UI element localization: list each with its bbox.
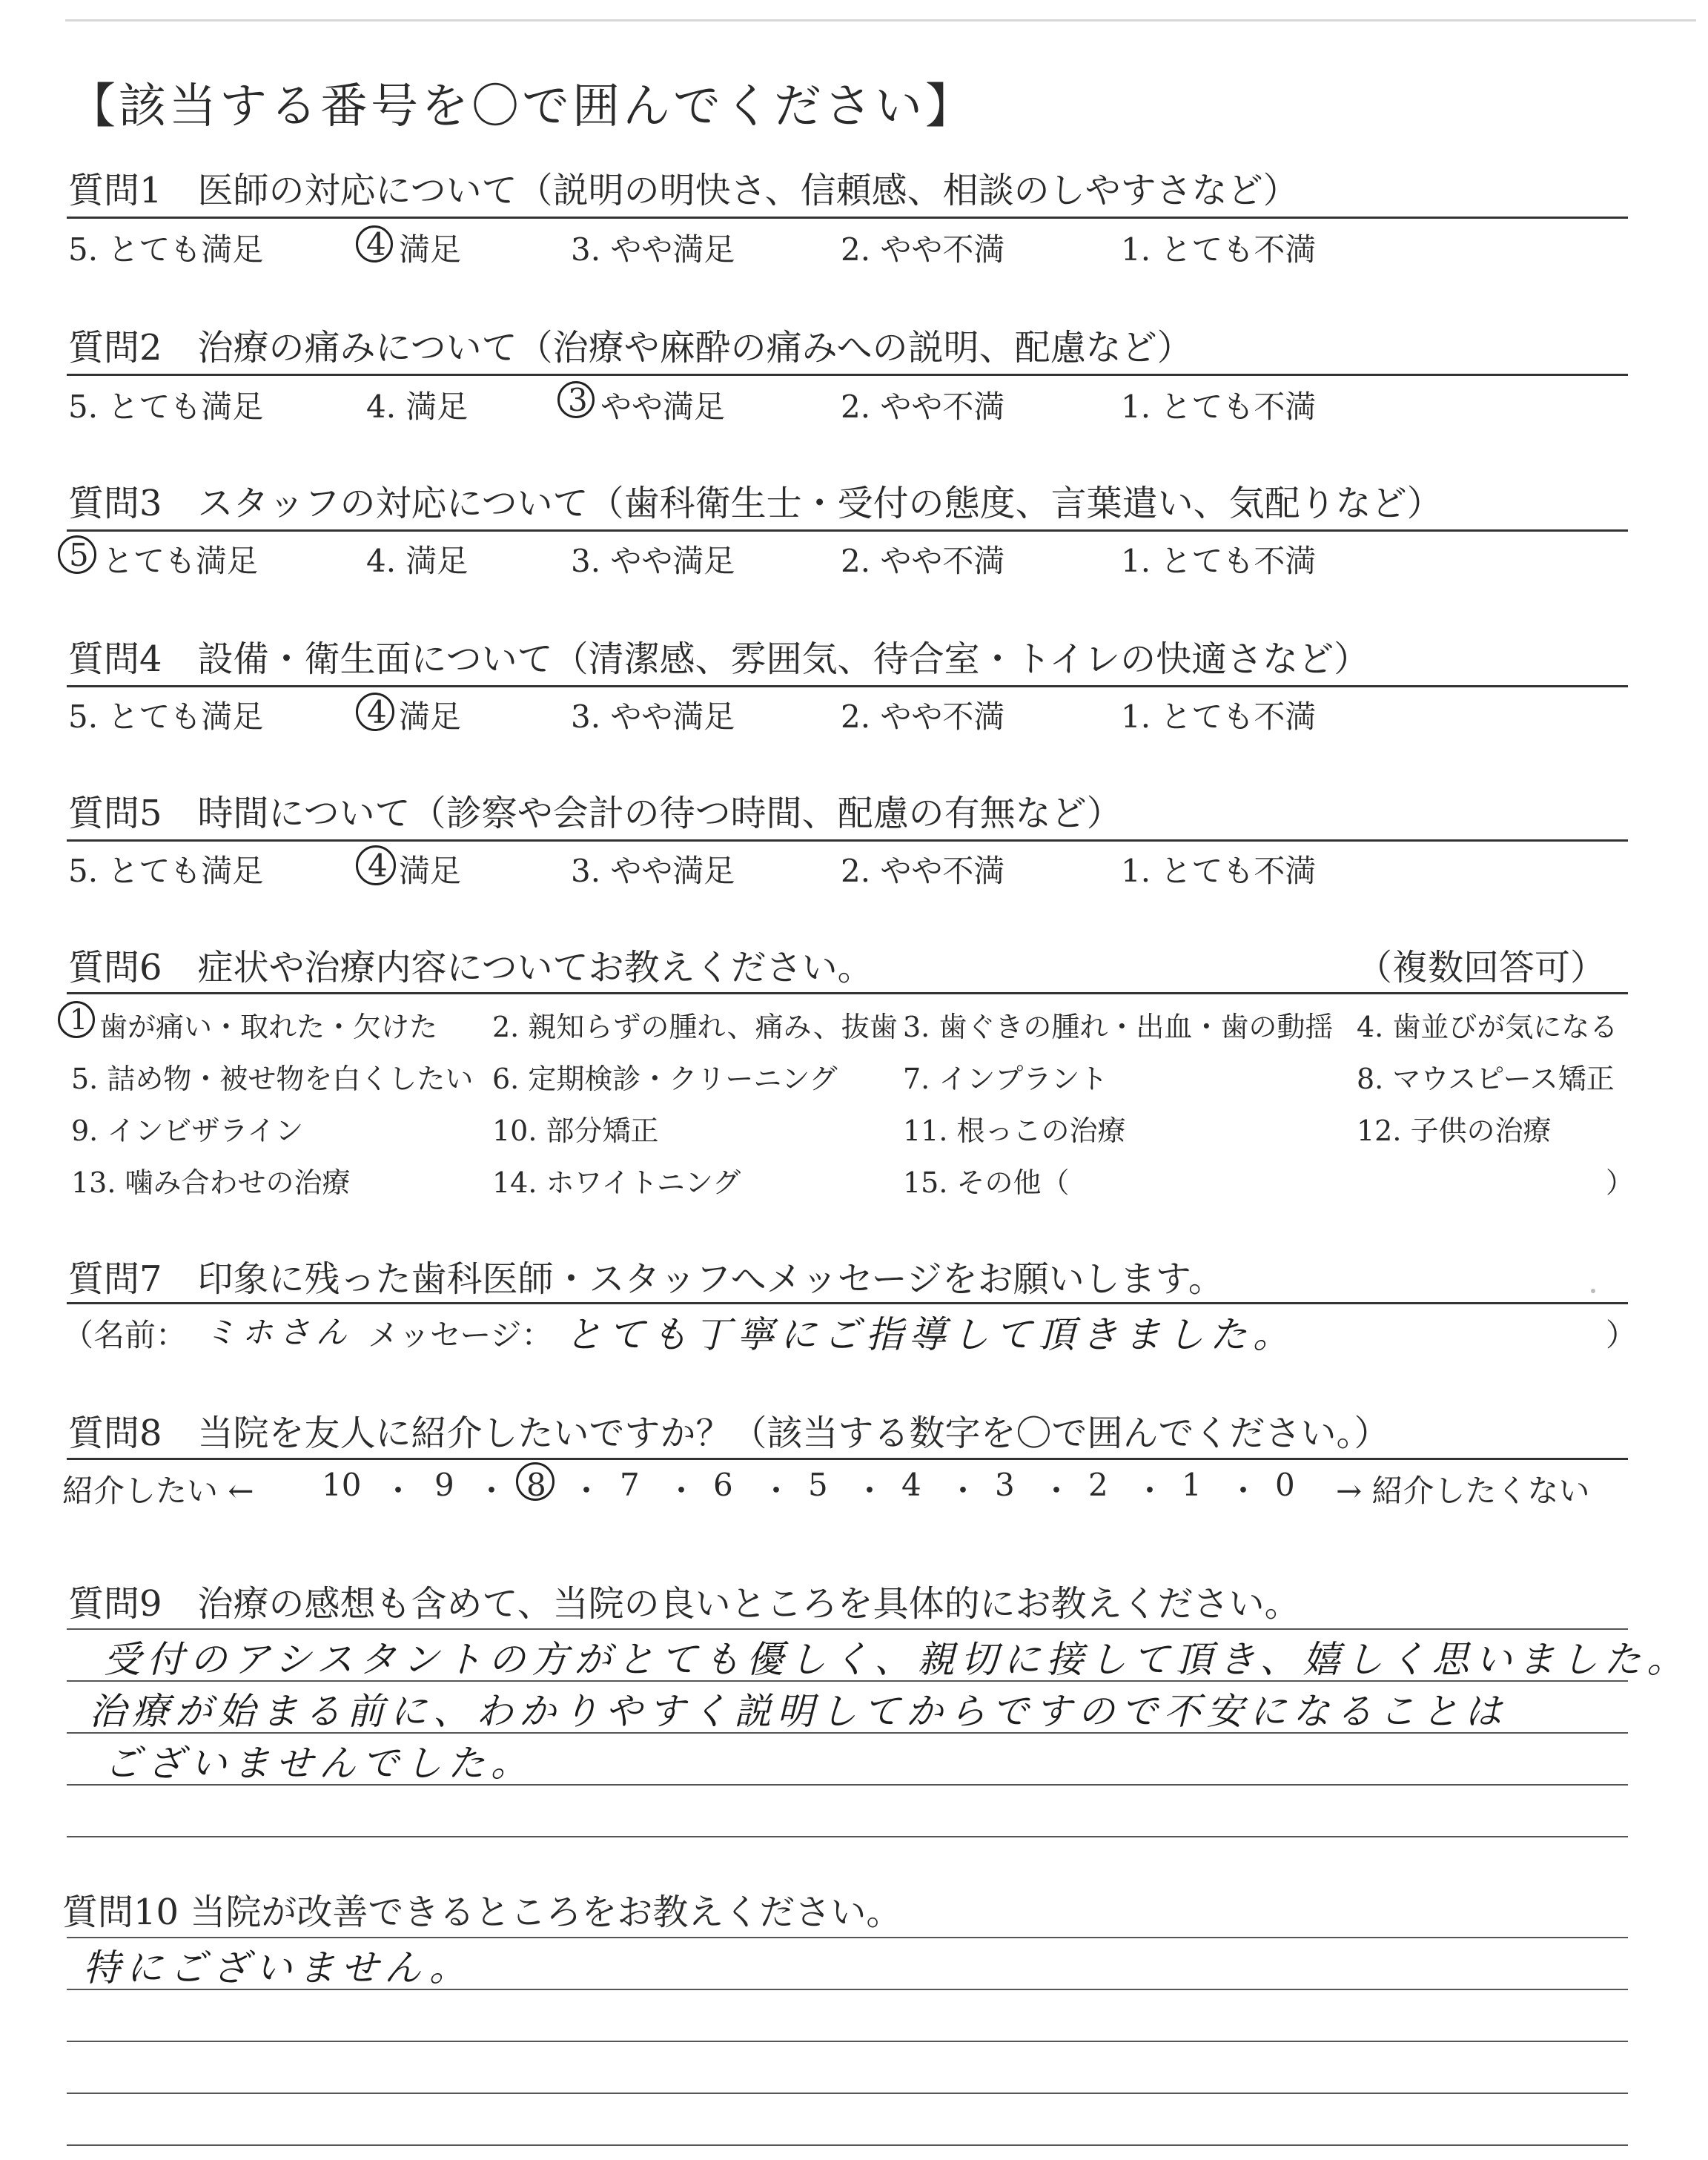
q8-scale-2[interactable]: 2 bbox=[1088, 1467, 1108, 1503]
q8-separator: ・ bbox=[476, 1473, 508, 1509]
q8-separator: ・ bbox=[1041, 1473, 1073, 1509]
q3-option-1[interactable]: 1. とても不満 bbox=[1121, 543, 1317, 579]
q4-option-2[interactable]: 2. やや不満 bbox=[841, 698, 1005, 735]
question-3-rule bbox=[67, 529, 1628, 532]
q2-option-5[interactable]: 5. とても満足 bbox=[68, 389, 264, 425]
q9-line-5 bbox=[67, 1836, 1628, 1837]
q3-option-4[interactable]: 4. 満足 bbox=[366, 543, 469, 579]
question-6-rule bbox=[67, 992, 1628, 994]
q5-option-1[interactable]: 1. とても不満 bbox=[1121, 853, 1317, 889]
q9-answer-line-2[interactable]: 治療が始まる前に、わかりやすく説明してからですので不安になることは bbox=[89, 1690, 1508, 1733]
question-3-title: 質問3 スタッフの対応について（歯科衛生士・受付の態度、言葉遣い、気配りなど） bbox=[68, 483, 1443, 524]
q6-option-7[interactable]: 7. インプラント bbox=[903, 1063, 1108, 1095]
question-5-rule bbox=[67, 839, 1628, 842]
q3-option-5-selected[interactable]: とても満足 bbox=[102, 543, 259, 579]
q1-selection-circle: 4 bbox=[356, 225, 393, 262]
q10-answer-line-1[interactable]: 特にございません。 bbox=[83, 1946, 472, 1989]
q3-selection-circle: 5 bbox=[58, 535, 96, 574]
q6-option-4[interactable]: 4. 歯並びが気になる bbox=[1357, 1011, 1618, 1043]
q8-scale-8-selected[interactable]: 8 bbox=[526, 1467, 546, 1503]
q6-option-3[interactable]: 3. 歯ぐきの腫れ・出血・歯の動揺 bbox=[903, 1011, 1334, 1043]
q7-message-label: メッセージ： bbox=[368, 1317, 553, 1353]
q6-other-close-paren: ） bbox=[1606, 1166, 1635, 1199]
q8-separator: ・ bbox=[1228, 1473, 1260, 1509]
q8-separator: ・ bbox=[571, 1473, 603, 1509]
q5-option-2[interactable]: 2. やや不満 bbox=[841, 853, 1005, 889]
question-4-title: 質問4 設備・衛生面について（清潔感、雰囲気、待合室・トイレの快適さなど） bbox=[68, 638, 1370, 680]
q1-option-5[interactable]: 5. とても満足 bbox=[68, 231, 264, 268]
q3-option-2[interactable]: 2. やや不満 bbox=[841, 543, 1005, 579]
question-7-title: 質問7 印象に残った歯科医師・スタッフへメッセージをお願いします。 bbox=[68, 1258, 1224, 1300]
q4-option-4-selected[interactable]: 満足 bbox=[399, 698, 462, 735]
q8-scale-6[interactable]: 6 bbox=[713, 1467, 733, 1503]
q8-scale-4[interactable]: 4 bbox=[901, 1467, 921, 1503]
q8-separator: ・ bbox=[1134, 1473, 1166, 1509]
question-6-title: 質問6 症状や治療内容についてお教えください。 bbox=[68, 947, 873, 988]
q6-option-13[interactable]: 13. 噛み合わせの治療 bbox=[71, 1166, 351, 1199]
q1-option-4-selected[interactable]: 満足 bbox=[399, 231, 462, 268]
q8-separator: ・ bbox=[666, 1473, 698, 1509]
q9-line-4 bbox=[67, 1784, 1628, 1786]
q8-scale-0[interactable]: 0 bbox=[1275, 1467, 1295, 1503]
q1-option-3[interactable]: 3. やや満足 bbox=[571, 231, 735, 268]
q2-option-2[interactable]: 2. やや不満 bbox=[841, 389, 1005, 425]
question-1-rule bbox=[67, 217, 1628, 219]
q9-answer-line-3[interactable]: ございませんでした。 bbox=[104, 1742, 534, 1785]
q8-separator: ・ bbox=[854, 1473, 886, 1509]
q6-option-15[interactable]: 15. その他（ bbox=[903, 1166, 1070, 1199]
q6-option-8[interactable]: 8. マウスピース矯正 bbox=[1357, 1063, 1615, 1095]
q5-selection-circle: 4 bbox=[356, 845, 396, 885]
q10-line-4 bbox=[67, 2093, 1628, 2094]
question-6-note: （複数回答可） bbox=[1357, 947, 1606, 988]
q10-line-5 bbox=[67, 2144, 1628, 2146]
top-border bbox=[65, 19, 1696, 22]
q6-option-2[interactable]: 2. 親知らずの腫れ、痛み、抜歯 bbox=[492, 1011, 898, 1043]
q4-option-1[interactable]: 1. とても不満 bbox=[1121, 698, 1317, 735]
q6-option-9[interactable]: 9. インビザライン bbox=[71, 1114, 304, 1147]
q1-option-2[interactable]: 2. やや不満 bbox=[841, 231, 1005, 268]
stray-mark bbox=[1591, 1289, 1595, 1293]
question-2-title: 質問2 治療の痛みについて（治療や麻酔の痛みへの説明、配慮など） bbox=[68, 327, 1193, 369]
q6-option-1-selected[interactable]: 歯が痛い・取れた・欠けた bbox=[99, 1011, 438, 1043]
q6-option-6[interactable]: 6. 定期検診・クリーニング bbox=[492, 1063, 838, 1095]
q8-separator: ・ bbox=[383, 1473, 414, 1509]
q2-option-1[interactable]: 1. とても不満 bbox=[1121, 389, 1317, 425]
q7-close-paren: ） bbox=[1606, 1317, 1638, 1353]
q5-option-5[interactable]: 5. とても満足 bbox=[68, 853, 264, 889]
q8-scale-1[interactable]: 1 bbox=[1182, 1467, 1202, 1503]
q6-option-10[interactable]: 10. 部分矯正 bbox=[492, 1114, 659, 1147]
q3-option-3[interactable]: 3. やや満足 bbox=[571, 543, 735, 579]
q8-separator: ・ bbox=[947, 1473, 979, 1509]
q8-scale-5[interactable]: 5 bbox=[808, 1467, 828, 1503]
q2-option-3-selected[interactable]: やや満足 bbox=[600, 389, 726, 425]
question-8-title: 質問8 当院を友人に紹介したいですか？（該当する数字を〇で囲んでください。） bbox=[68, 1413, 1390, 1454]
q8-scale-3[interactable]: 3 bbox=[995, 1467, 1015, 1503]
q5-option-3[interactable]: 3. やや満足 bbox=[571, 853, 735, 889]
q1-option-1[interactable]: 1. とても不満 bbox=[1121, 231, 1317, 268]
q8-right-label: → 紹介したくない bbox=[1336, 1473, 1590, 1509]
q10-line-3 bbox=[67, 2041, 1628, 2042]
q8-scale-7[interactable]: 7 bbox=[620, 1467, 640, 1503]
q2-selection-circle: 3 bbox=[557, 381, 595, 418]
q6-selection-circle: 1 bbox=[58, 1001, 95, 1038]
q8-separator: ・ bbox=[761, 1473, 792, 1509]
question-10-title: 質問10 当院が改善できるところをお教えください。 bbox=[62, 1892, 902, 1933]
q6-option-14[interactable]: 14. ホワイトニング bbox=[492, 1166, 741, 1199]
q7-message-value[interactable]: とても丁寧にご指導して頂きました。 bbox=[565, 1313, 1296, 1356]
question-7-rule bbox=[67, 1302, 1628, 1304]
q4-option-3[interactable]: 3. やや満足 bbox=[571, 698, 735, 735]
q6-option-5[interactable]: 5. 詰め物・被せ物を白くしたい bbox=[71, 1063, 474, 1095]
q5-option-4-selected[interactable]: 満足 bbox=[399, 853, 462, 889]
q8-scale-10[interactable]: 10 bbox=[322, 1467, 362, 1503]
page-title: 【該当する番号を〇で囲んでください】 bbox=[68, 79, 976, 134]
q8-left-label: 紹介したい ← bbox=[62, 1473, 254, 1509]
q8-scale-9[interactable]: 9 bbox=[434, 1467, 454, 1503]
q7-name-value[interactable]: ミホさん bbox=[205, 1314, 354, 1350]
q2-option-4[interactable]: 4. 満足 bbox=[366, 389, 469, 425]
q4-selection-circle: 4 bbox=[356, 693, 394, 731]
q7-name-label: （名前： bbox=[62, 1317, 188, 1353]
question-4-rule bbox=[67, 685, 1628, 687]
q9-answer-line-1[interactable]: 受付のアシスタントの方がとても優しく、親切に接して頂き、嬉しく思いました。 bbox=[104, 1638, 1690, 1681]
question-2-rule bbox=[67, 374, 1628, 376]
question-8-rule bbox=[67, 1458, 1628, 1460]
question-1-title: 質問1 医師の対応について（説明の明快さ、信頼感、相談のしやすさなど） bbox=[68, 170, 1299, 211]
q4-option-5[interactable]: 5. とても満足 bbox=[68, 698, 264, 735]
q6-option-11[interactable]: 11. 根っこの治療 bbox=[903, 1114, 1126, 1147]
question-9-title: 質問9 治療の感想も含めて、当院の良いところを具体的にお教えください。 bbox=[68, 1583, 1300, 1625]
question-5-title: 質問5 時間について（診察や会計の待つ時間、配慮の有無など） bbox=[68, 793, 1122, 834]
q6-option-12[interactable]: 12. 子供の治療 bbox=[1357, 1114, 1552, 1147]
q10-line-2 bbox=[67, 1989, 1628, 1990]
